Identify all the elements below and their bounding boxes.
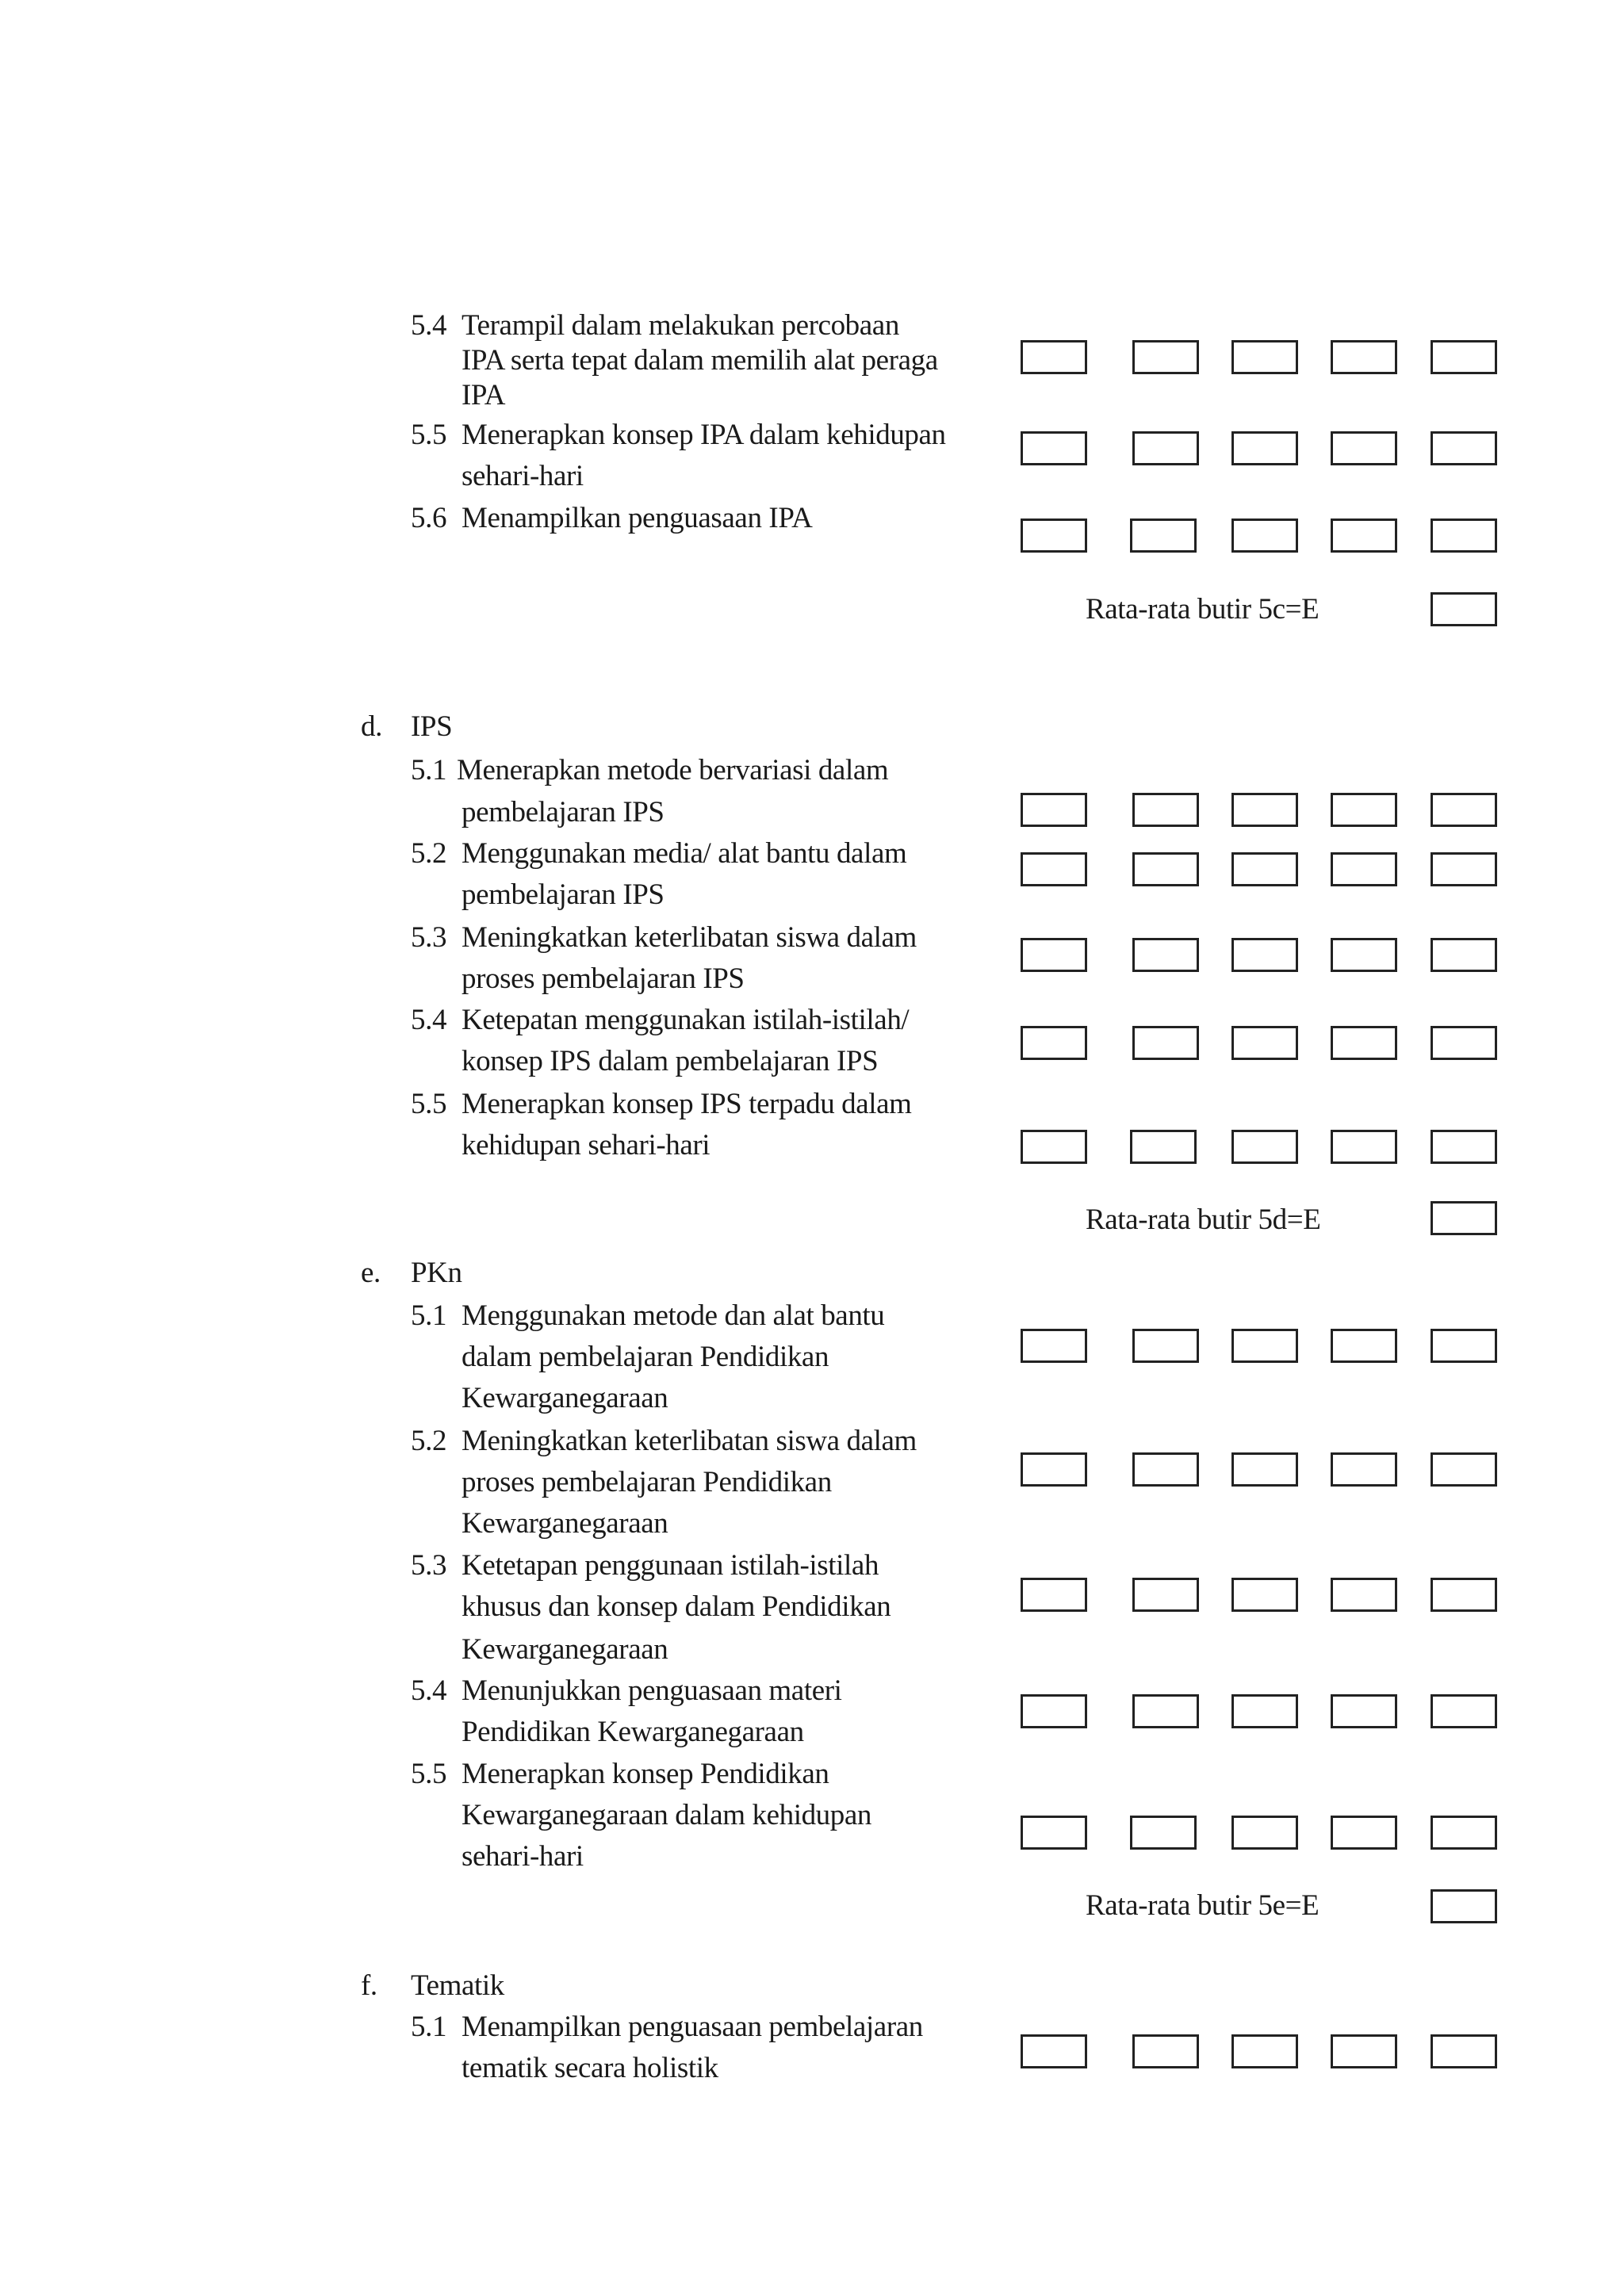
average-label: Rata-rata butir 5d=E <box>1086 1203 1321 1236</box>
rating-box-4[interactable] <box>1331 1816 1397 1850</box>
rating-box-1[interactable] <box>1021 1026 1087 1060</box>
item-text: IPA <box>462 379 506 411</box>
item-text: Menerapkan konsep IPA dalam kehidupan <box>462 419 946 451</box>
item-number: 5.4 <box>411 1674 447 1707</box>
rating-box-3[interactable] <box>1231 1816 1298 1850</box>
rating-box-4[interactable] <box>1331 1026 1397 1060</box>
rating-box-1[interactable] <box>1021 938 1087 972</box>
item-number: 5.4 <box>411 309 447 342</box>
rating-box-5[interactable] <box>1431 1578 1497 1612</box>
average-box[interactable] <box>1431 1889 1497 1923</box>
rating-box-4[interactable] <box>1331 1329 1397 1363</box>
rating-box-3[interactable] <box>1231 1578 1298 1612</box>
item-text: proses pembelajaran Pendidikan <box>462 1466 832 1498</box>
item-text: Menggunakan metode dan alat bantu <box>462 1299 885 1332</box>
rating-box-3[interactable] <box>1231 519 1298 553</box>
item-text: Terampil dalam melakukan percobaan <box>462 309 899 342</box>
rating-box-1[interactable] <box>1021 1452 1087 1487</box>
item-text: Kewarganegaraan <box>462 1382 668 1414</box>
item-text: Menerapkan konsep IPS terpadu dalam <box>462 1088 912 1120</box>
rating-box-4[interactable] <box>1331 340 1397 374</box>
rating-box-4[interactable] <box>1331 1694 1397 1728</box>
rating-box-1[interactable] <box>1021 1130 1087 1164</box>
item-text: Menerapkan konsep Pendidikan <box>462 1758 829 1790</box>
rating-box-3[interactable] <box>1231 1329 1298 1363</box>
rating-box-1[interactable] <box>1021 1578 1087 1612</box>
rating-box-2[interactable] <box>1132 1452 1199 1487</box>
rating-box-2[interactable] <box>1132 852 1199 886</box>
rating-box-5[interactable] <box>1431 852 1497 886</box>
rating-box-2[interactable] <box>1132 340 1199 374</box>
item-text: Menampilkan penguasaan pembelajaran <box>462 2011 923 2043</box>
rating-box-4[interactable] <box>1331 2034 1397 2068</box>
item-text: sehari-hari <box>462 1840 584 1873</box>
rating-box-2[interactable] <box>1132 431 1199 465</box>
rating-box-2[interactable] <box>1130 519 1197 553</box>
rating-box-3[interactable] <box>1231 2034 1298 2068</box>
section-letter: f. <box>361 1969 377 2002</box>
rating-box-3[interactable] <box>1231 938 1298 972</box>
item-number: 5.2 <box>411 837 447 870</box>
rating-box-4[interactable] <box>1331 793 1397 827</box>
rating-box-2[interactable] <box>1130 1130 1197 1164</box>
item-text: pembelajaran IPS <box>462 878 665 911</box>
average-box[interactable] <box>1431 592 1497 626</box>
item-text: pembelajaran IPS <box>462 796 665 828</box>
rating-box-4[interactable] <box>1331 1130 1397 1164</box>
rating-box-2[interactable] <box>1132 1694 1199 1728</box>
rating-box-2[interactable] <box>1132 938 1199 972</box>
rating-box-3[interactable] <box>1231 1452 1298 1487</box>
item-number: 5.3 <box>411 921 447 954</box>
item-text: Kewarganegaraan <box>462 1507 668 1540</box>
rating-box-2[interactable] <box>1132 1329 1199 1363</box>
item-text: Meningkatkan keterlibatan siswa dalam <box>462 921 917 954</box>
item-text: Menerapkan metode bervariasi dalam <box>457 754 889 786</box>
rating-box-1[interactable] <box>1021 431 1087 465</box>
item-text: tematik secara holistik <box>462 2052 718 2084</box>
rating-box-2[interactable] <box>1132 1578 1199 1612</box>
rating-box-3[interactable] <box>1231 1130 1298 1164</box>
average-label: Rata-rata butir 5c=E <box>1086 593 1320 626</box>
section-letter: e. <box>361 1257 381 1289</box>
item-text: Pendidikan Kewarganegaraan <box>462 1716 804 1748</box>
rating-box-1[interactable] <box>1021 1816 1087 1850</box>
item-text: khusus dan konsep dalam Pendidikan <box>462 1590 891 1623</box>
rating-box-3[interactable] <box>1231 852 1298 886</box>
rating-box-4[interactable] <box>1331 519 1397 553</box>
average-box[interactable] <box>1431 1201 1497 1235</box>
section-title: IPS <box>411 710 453 743</box>
item-text: Ketetapan penggunaan istilah-istilah <box>462 1549 879 1582</box>
rating-box-5[interactable] <box>1431 1026 1497 1060</box>
item-number: 5.2 <box>411 1425 447 1457</box>
item-text: Meningkatkan keterlibatan siswa dalam <box>462 1425 917 1457</box>
item-number: 5.5 <box>411 419 447 451</box>
section-title: PKn <box>411 1257 462 1289</box>
item-text: konsep IPS dalam pembelajaran IPS <box>462 1045 879 1077</box>
item-number: 5.3 <box>411 1549 447 1582</box>
rating-box-2[interactable] <box>1132 793 1199 827</box>
rating-box-5[interactable] <box>1431 2034 1497 2068</box>
rating-box-5[interactable] <box>1431 1694 1497 1728</box>
rating-box-1[interactable] <box>1021 519 1087 553</box>
rating-box-4[interactable] <box>1331 1578 1397 1612</box>
item-text: Ketepatan menggunakan istilah-istilah/ <box>462 1004 910 1036</box>
item-text: Menampilkan penguasaan IPA <box>462 502 813 534</box>
rating-box-3[interactable] <box>1231 1026 1298 1060</box>
item-number: 5.5 <box>411 1088 447 1120</box>
rating-box-1[interactable] <box>1021 340 1087 374</box>
item-text: dalam pembelajaran Pendidikan <box>462 1341 829 1373</box>
rating-box-4[interactable] <box>1331 938 1397 972</box>
item-text: proses pembelajaran IPS <box>462 962 745 995</box>
rating-box-1[interactable] <box>1021 2034 1087 2068</box>
average-label: Rata-rata butir 5e=E <box>1086 1889 1320 1922</box>
item-text: Kewarganegaraan dalam kehidupan <box>462 1799 872 1831</box>
rating-box-2[interactable] <box>1132 1026 1199 1060</box>
rating-box-3[interactable] <box>1231 340 1298 374</box>
rating-box-5[interactable] <box>1431 519 1497 553</box>
rating-box-5[interactable] <box>1431 1816 1497 1850</box>
item-text: Menunjukkan penguasaan materi <box>462 1674 842 1707</box>
rating-box-1[interactable] <box>1021 1329 1087 1363</box>
section-title: Tematik <box>411 1969 504 2002</box>
rating-box-4[interactable] <box>1331 852 1397 886</box>
rating-box-2[interactable] <box>1130 1816 1197 1850</box>
rating-box-4[interactable] <box>1331 1452 1397 1487</box>
rating-box-3[interactable] <box>1231 431 1298 465</box>
rating-box-5[interactable] <box>1431 938 1497 972</box>
item-number: 5.6 <box>411 502 447 534</box>
rating-box-5[interactable] <box>1431 1130 1497 1164</box>
item-number: 5.4 <box>411 1004 447 1036</box>
rating-box-2[interactable] <box>1132 2034 1199 2068</box>
item-text: sehari-hari <box>462 460 584 492</box>
rating-box-1[interactable] <box>1021 793 1087 827</box>
item-text: Menggunakan media/ alat bantu dalam <box>462 837 907 870</box>
item-number: 5.1 <box>411 1299 447 1332</box>
item-number: 5.5 <box>411 1758 447 1790</box>
rating-box-5[interactable] <box>1431 1452 1497 1487</box>
item-text: Kewarganegaraan <box>462 1633 668 1666</box>
rating-box-4[interactable] <box>1331 431 1397 465</box>
item-number: 5.1 <box>411 2011 447 2043</box>
rating-box-5[interactable] <box>1431 793 1497 827</box>
rating-box-5[interactable] <box>1431 431 1497 465</box>
item-number: 5.1 <box>411 754 447 786</box>
rating-box-5[interactable] <box>1431 340 1497 374</box>
rating-box-1[interactable] <box>1021 852 1087 886</box>
item-text: IPA serta tepat dalam memilih alat peraga <box>462 344 938 377</box>
section-letter: d. <box>361 710 382 743</box>
rating-box-1[interactable] <box>1021 1694 1087 1728</box>
item-text: kehidupan sehari-hari <box>462 1129 710 1161</box>
rating-box-3[interactable] <box>1231 1694 1298 1728</box>
rating-box-5[interactable] <box>1431 1329 1497 1363</box>
rating-box-3[interactable] <box>1231 793 1298 827</box>
